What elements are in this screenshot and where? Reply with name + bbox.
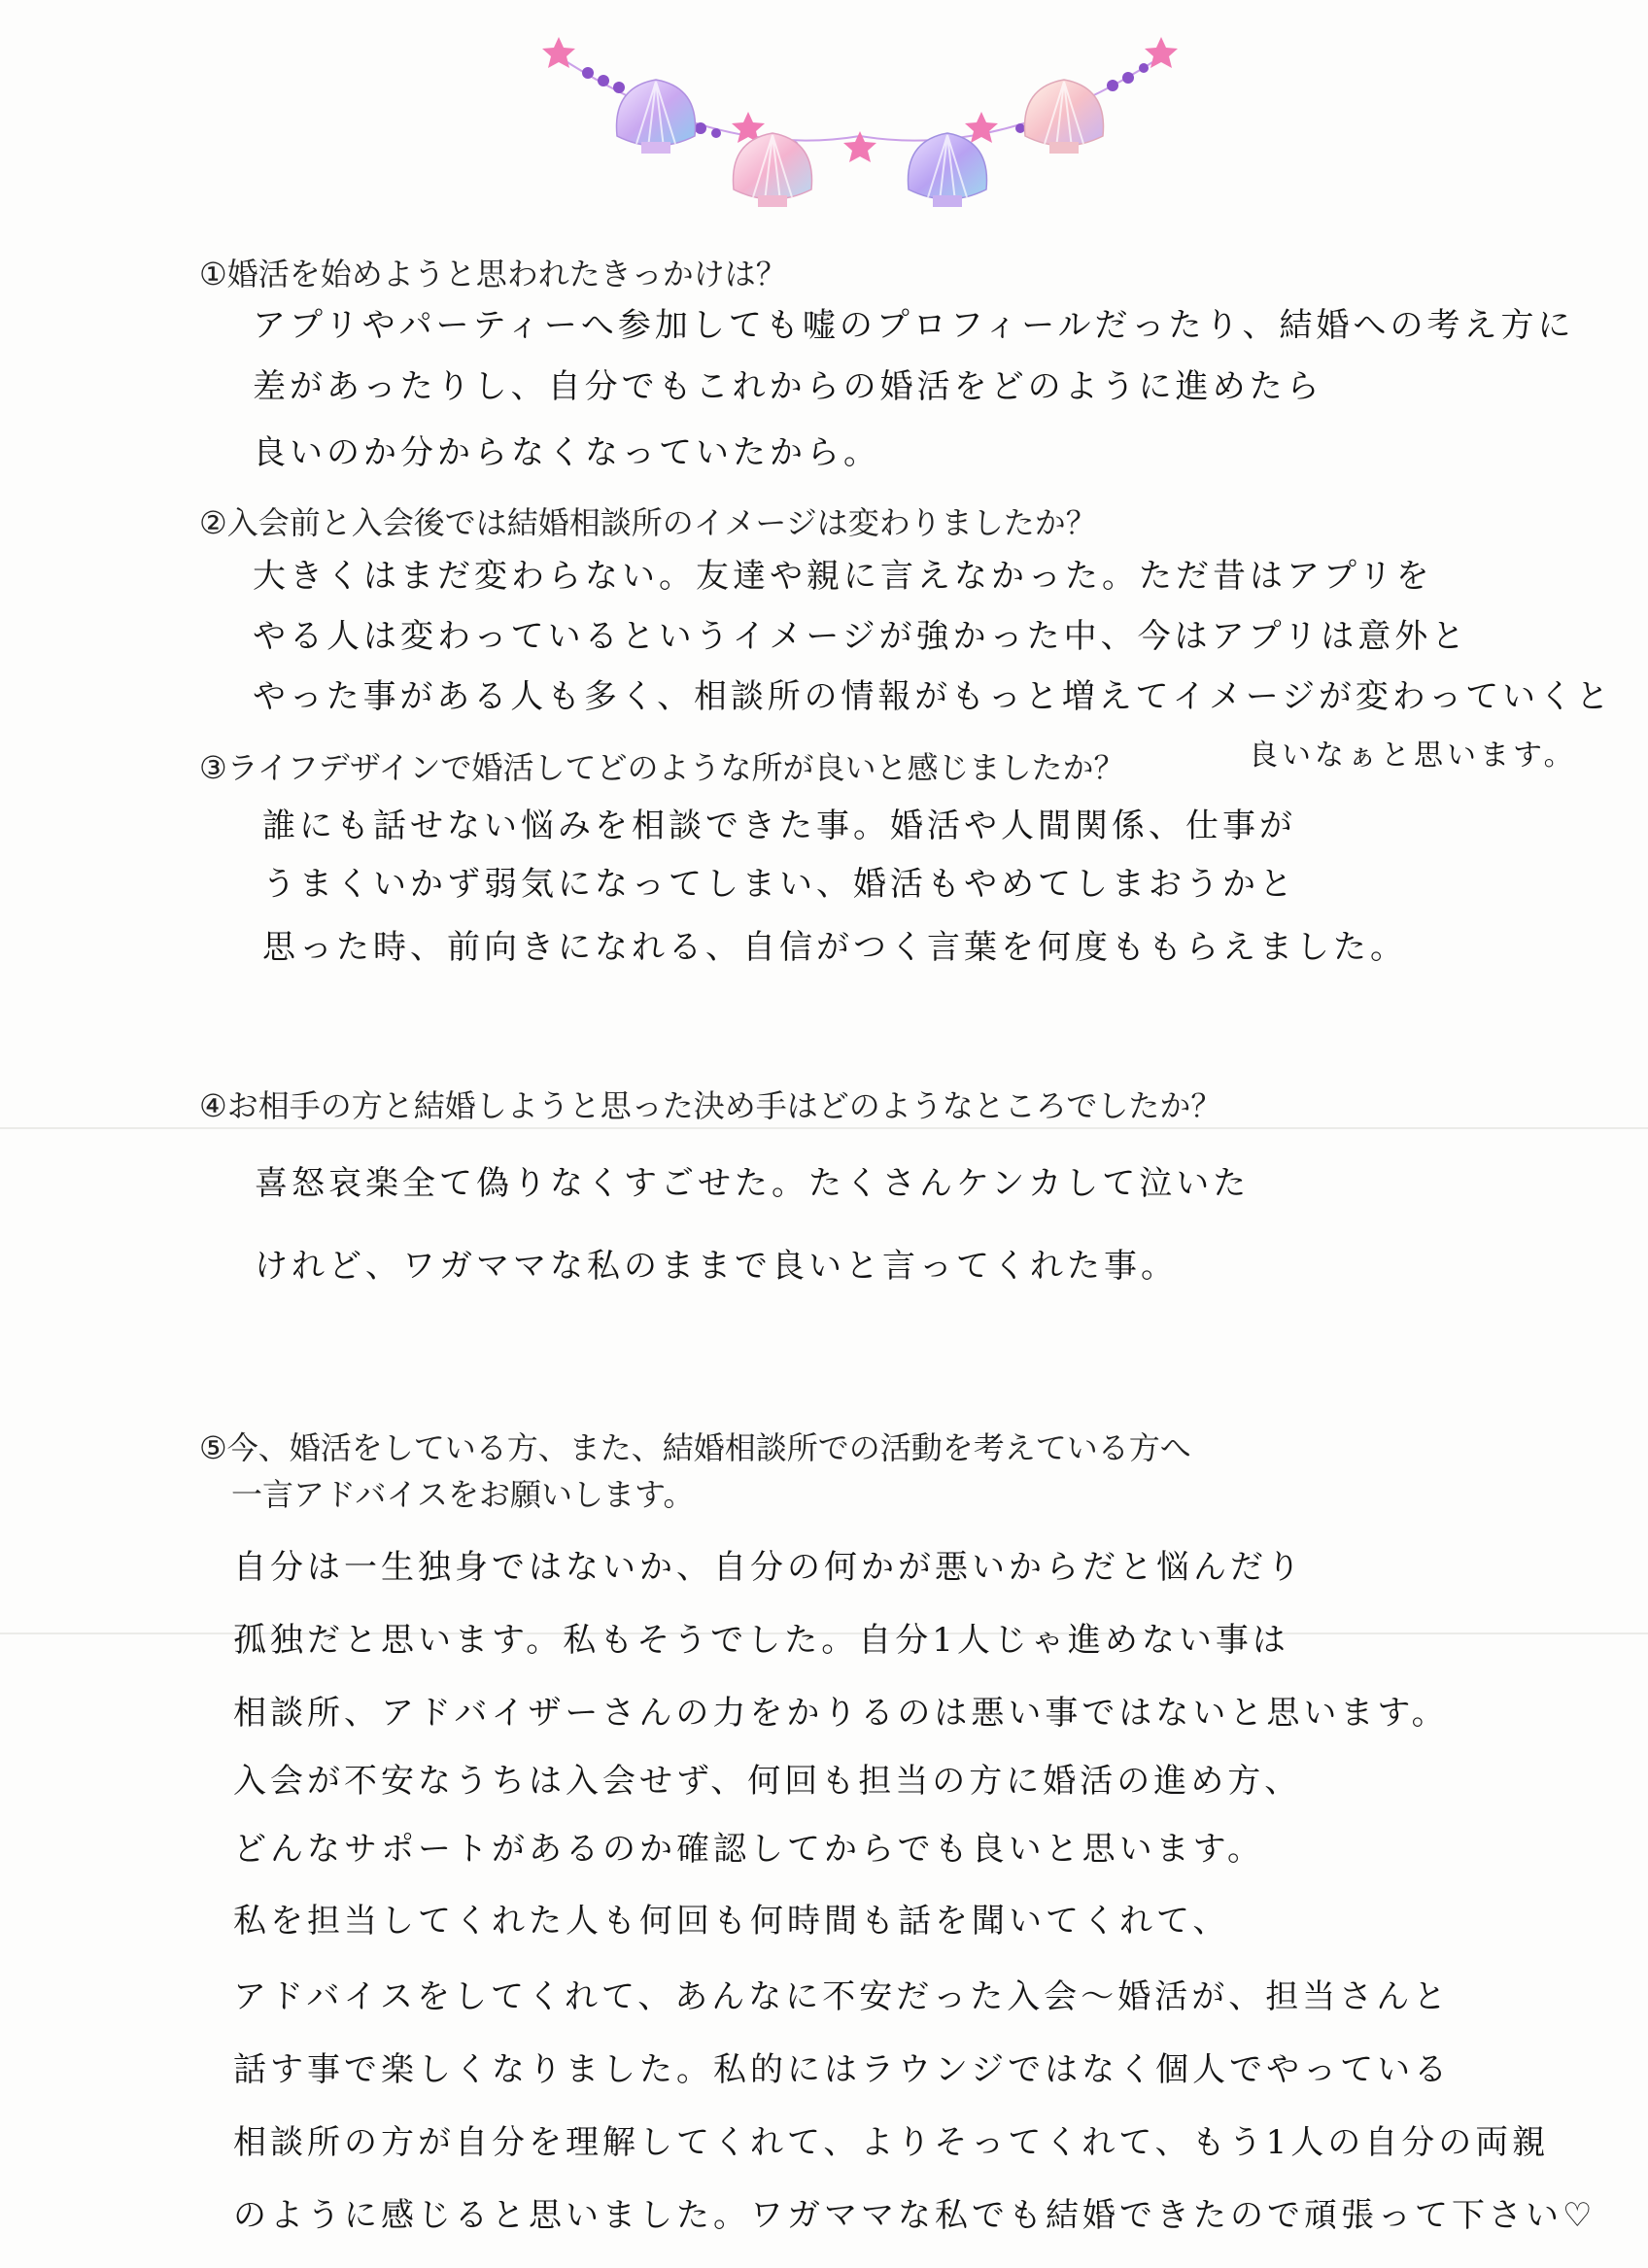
answer-2-line: 良いなぁと思います。 xyxy=(1249,739,1577,773)
answer-5-line: 相談所の方が自分を理解してくれて、よりそってくれて、もう1人の自分の両親 xyxy=(233,2123,1550,2162)
answer-5-line: 入会が不安なうちは入会せず、何回も担当の方に婚活の進め方、 xyxy=(233,1762,1302,1801)
shell-garland-icon xyxy=(539,19,1181,214)
answer-4-line: けれど、ワガママな私のままで良いと言ってくれた事。 xyxy=(255,1247,1178,1286)
answer-5-line: 自分は一生独身ではないか、自分の何かが悪いからだと悩んだり xyxy=(233,1548,1304,1587)
answer-2-line: 大きくはまだ変わらない。友達や親に言えなかった。ただ昔はアプリを xyxy=(253,557,1433,596)
answer-5-line: アドバイスをしてくれて、あんなに不安だった入会〜婚活が、担当さんと xyxy=(233,1977,1451,2016)
answer-1-line: 良いのか分からなくなっていたから。 xyxy=(253,433,880,472)
paper-fold-line xyxy=(0,1127,1648,1129)
answer-4-line: 喜怒哀楽全て偽りなくすごせた。たくさんケンカして泣いた xyxy=(255,1164,1251,1203)
question-2: ②入会前と入会後では結婚相談所のイメージは変わりましたか？ xyxy=(199,504,1097,541)
answer-5-line: のように感じると思いました。ワガママな私でも結婚できたので頑張って下さい♡ xyxy=(233,2196,1596,2235)
answer-5-line: 私を担当してくれた人も何回も何時間も話を聞いてくれて、 xyxy=(233,1902,1230,1941)
answer-2-line: やる人は変わっているというイメージが強かった中、今はアプリは意外と xyxy=(253,617,1469,656)
answer-1-line: アプリやパーティーへ参加しても嘘のプロフィールだったり、結婚への考え方に xyxy=(253,306,1575,345)
answer-3-line: 誰にも話せない悩みを相談できた事。婚活や人間関係、仕事が xyxy=(262,807,1296,845)
answer-5-line: 相談所、アドバイザーさんの力をかりるのは悪い事ではないと思います。 xyxy=(233,1694,1449,1733)
answer-5-line: どんなサポートがあるのか確認してからでも良いと思います。 xyxy=(233,1830,1264,1869)
answer-5-line: 孤独だと思います。私もそうでした。自分1人じゃ進めない事は xyxy=(233,1621,1289,1660)
answer-1-line: 差があったりし、自分でもこれからの婚活をどのように進めたら xyxy=(253,367,1323,406)
question-1: ①婚活を始めようと思われたきっかけは？ xyxy=(199,256,787,292)
answer-3-line: 思った時、前向きになれる、自信がつく言葉を何度ももらえました。 xyxy=(262,928,1407,967)
question-5-line-2: 一言アドバイスをお願いします。 xyxy=(231,1476,695,1513)
question-5: ⑤今、婚活をしている方、また、結婚相談所での活動を考えている方へ xyxy=(199,1429,1191,1466)
answer-5-line: 話す事で楽しくなりました。私的にはラウンジではなく個人でやっている xyxy=(233,2050,1452,2089)
answer-2-line: やった事がある人も多く、相談所の情報がもっと増えてイメージが変わっていくと xyxy=(253,677,1613,716)
question-4: ④お相手の方と結婚しようと思った決め手はどのようなところでしたか？ xyxy=(199,1087,1222,1124)
question-3: ③ライフデザインで婚活してどのような所が良いと感じましたか？ xyxy=(199,749,1125,786)
answer-3-line: うまくいかず弱気になってしまい、婚活もやめてしまおうかと xyxy=(262,865,1296,904)
